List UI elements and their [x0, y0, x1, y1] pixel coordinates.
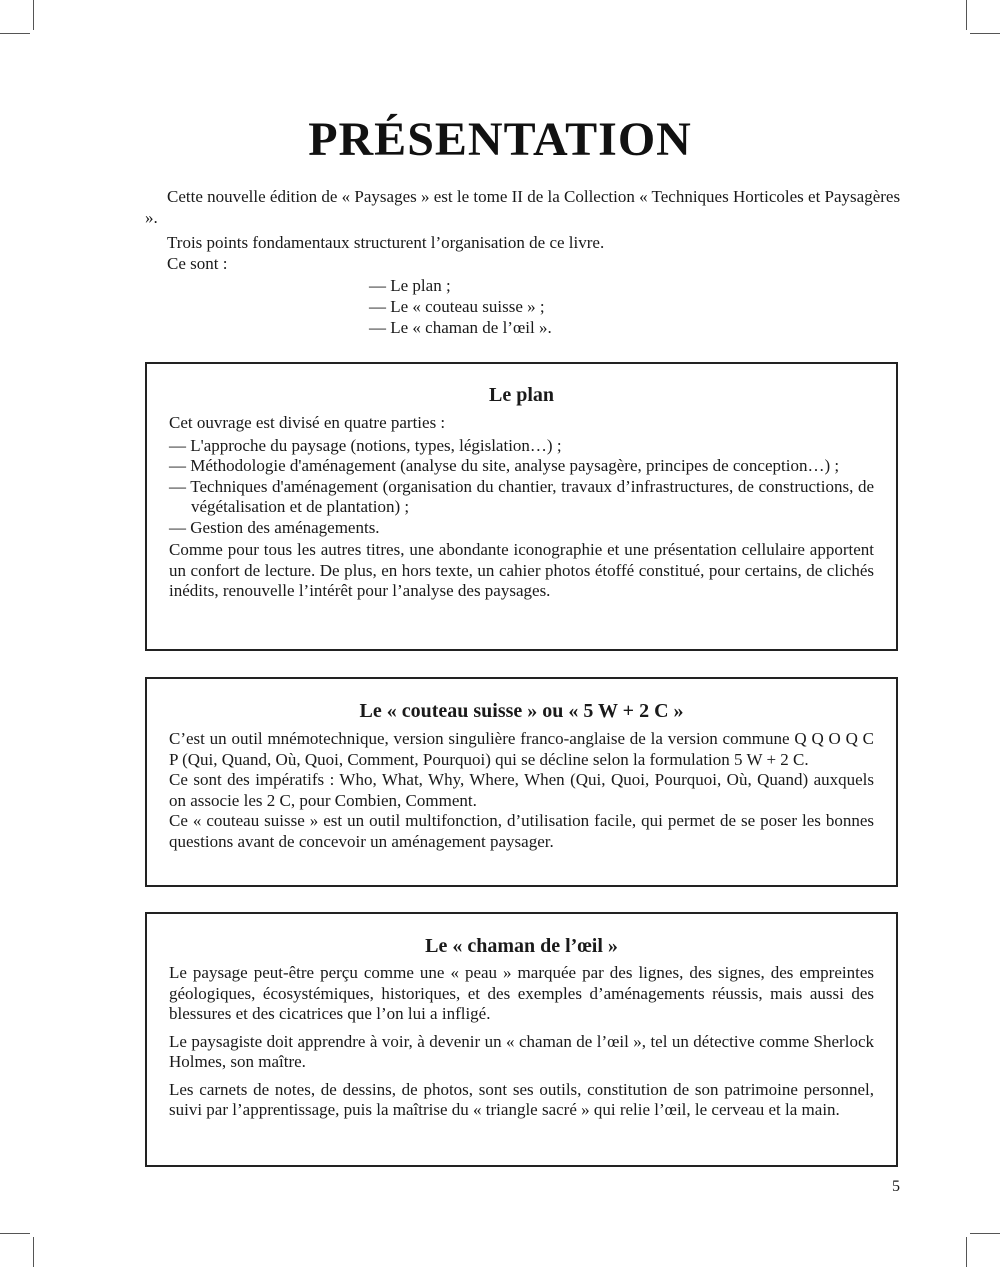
list-item: — Le « chaman de l’œil ». [369, 318, 552, 337]
couteau-paragraph-3: Ce « couteau suisse » est un outil multifonction, d’utilisation facile, qui permet de se poser les bonnes questions avant de concevoir un aménagement paysager. [169, 811, 874, 851]
chaman-paragraph-2: Le paysagiste doit apprendre à voir, à devenir un « chaman de l’œil », tel un détective comme Sherlock Holmes, son maître. [169, 1031, 874, 1071]
list-item: — Le « couteau suisse » ; [369, 297, 545, 316]
intro-paragraph-1: Cette nouvelle édition de « Paysages » est le tome II de la Collection « Techniques Horticoles et Paysagères ». [145, 187, 901, 227]
couteau-paragraph-2: Ce sont des impératifs : Who, What, Why, Where, When (Qui, Quoi, Pourquoi, Où, Quand) auxquels on associe les 2 C, pour Combien, Comment. [169, 770, 874, 810]
intro-paragraph-2: Trois points fondamentaux structurent l’organisation de ce livre. [167, 233, 605, 252]
list-item: — Le plan ; [369, 276, 451, 295]
intro-section [145, 186, 902, 338]
chaman-heading: Le « chaman de l’œil » [425, 935, 618, 957]
couteau-box [145, 677, 898, 887]
intro-paragraph-3: Ce sont : [167, 254, 228, 273]
crop-mark-top-right [966, 0, 967, 30]
chaman-box [145, 912, 898, 1167]
list-item: — Gestion des aménagements. [169, 517, 380, 537]
intro-list [369, 275, 902, 338]
list-item: — Méthodologie d'aménagement (analyse du site, analyse paysagère, principes de conception…) ; [169, 456, 840, 475]
plan-box [145, 362, 898, 651]
plan-lead: Cet ouvrage est divisé en quatre parties : [169, 413, 446, 432]
list-item: — L'approche du paysage (notions, types, législation…) ; [169, 435, 562, 455]
crop-mark-top-left-h [0, 33, 30, 34]
chaman-paragraph-1: Le paysage peut-être perçu comme une « peau » marquée par des lignes, des signes, des empreintes géologiques, écosystémiques, historiques, et des exemples d’aménagements réussis, mais aussi des blessures et des cicatrices que l’on lui a infligé. [169, 963, 874, 1023]
list-item: — Techniques d'aménagement (organisation du chantier, travaux d’infrastructures, de constructions, de végétalisation et de plantation) ; [169, 476, 874, 516]
crop-mark-bottom-right [966, 1237, 967, 1267]
couteau-paragraph-1: C’est un outil mnémotechnique, version singulière franco-anglaise de la version commune Q Q O Q C P (Qui, Quand, Où, Quoi, Comment, Pourquoi) qui se décline selon la formulation 5 W + 2 C. [169, 729, 874, 769]
crop-mark-bottom-right-h [970, 1233, 1000, 1234]
plan-parts-list [169, 436, 874, 539]
plan-closing: Comme pour tous les autres titres, une abondante iconographie et une présentation cellulaire apportent un confort de lecture. De plus, en hors texte, un cahier photos étoffé constitué, pour certains, de clichés inédits, renouvelle l’intérêt pour l’analyse des paysages. [169, 540, 874, 600]
crop-mark-top-right-h [970, 33, 1000, 34]
couteau-heading: Le « couteau suisse » ou « 5 W + 2 C » [359, 700, 684, 722]
plan-heading: Le plan [488, 384, 555, 406]
crop-mark-bottom-left [33, 1237, 34, 1267]
crop-mark-top-left [33, 0, 34, 30]
crop-mark-bottom-left-h [0, 1233, 30, 1234]
page-number: 5 [892, 1178, 900, 1195]
page-title: PRÉSENTATION [308, 113, 692, 166]
chaman-paragraph-3: Les carnets de notes, de dessins, de photos, sont ses outils, constitution de son patrimoine personnel, suivi par l’apprentissage, puis la maîtrise du « triangle sacré » qui relie l’œil, le cerveau et la main. [169, 1079, 874, 1119]
